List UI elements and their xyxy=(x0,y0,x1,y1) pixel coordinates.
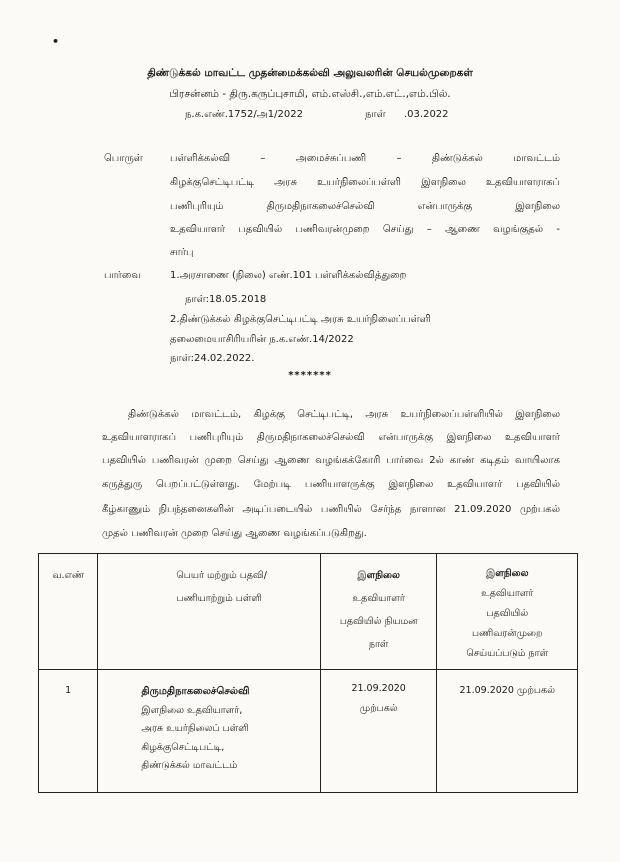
regularisation-table xyxy=(38,553,578,793)
subject-line: உதவியாளர் பதவியில் பணிவரன்முறை செய்து – ஆணை வழங்குதல் - xyxy=(170,224,560,235)
header-reg-line: பணிவரன்முறை xyxy=(472,628,543,639)
row-name-line: அரசு உயர்நிலைப் பள்ளி xyxy=(141,723,249,734)
table-row xyxy=(39,670,578,793)
header-joining-line: நாள் xyxy=(368,639,389,650)
separator: ******* xyxy=(288,370,332,381)
header-reg-line: பதவியில் xyxy=(486,608,529,619)
header-name-line: பெயர் மற்றும் பதவி/ xyxy=(176,570,267,581)
body-line: பதவியில் பணிவரன் முறை செய்து ஆணை வழங்கக்கோரி பார்வை 2ல் காண் கடிதம் வாயிலாக xyxy=(102,455,560,466)
subject-line: சார்பு xyxy=(170,247,194,258)
header-name xyxy=(98,554,320,670)
row-name-line: திண்டுக்கல் மாவட்டம் xyxy=(141,760,238,771)
body-line: கருத்துரு பெறப்பட்டுள்ளது. மேற்படி பணியாளருக்கு இளநிலை உதவியாளர் பதவியில் xyxy=(102,479,560,490)
header-joining-date xyxy=(320,554,437,670)
header-reg-line: உதவியாளர் xyxy=(481,588,534,599)
table-header-row xyxy=(39,554,578,670)
office-title: திண்டுக்கல் மாவட்ட முதன்மைக்கல்வி அலுவலரின் செயல்முறைகள் xyxy=(147,67,473,79)
subject-line: பணிபுரியும் திருமதிநாகலைச்செல்வி என்பாருக்கு இளநிலை xyxy=(170,201,560,212)
row-joining-line: முற்பகல் xyxy=(359,703,398,714)
header-joining-line: இளநிலை xyxy=(357,570,400,581)
date-label: நாள் xyxy=(365,109,386,120)
subject-label: பொருள் xyxy=(104,153,143,164)
reference-line: நாள்:24.02.2022. xyxy=(170,353,255,364)
date-value: .03.2022 xyxy=(404,109,449,120)
body-line: உதவியாளராகப் பணிபுரியும் திருமதிநாகலைச்செல்வி என்பாருக்கு இளநிலை உதவியாளர் xyxy=(102,432,560,443)
reference-number: ந.க.எண்.1752/அ1/2022 xyxy=(185,109,303,120)
header-serial: வ.எண் xyxy=(39,554,98,670)
body-line: கீழ்காணும் நிபந்தனைகளின் அடிப்படையில் பணியில் சேர்ந்த நாளான 21.09.2020 முற்பகல் xyxy=(102,504,560,515)
row-joining-line: 21.09.2020 xyxy=(351,683,406,694)
corner-mark: • xyxy=(52,35,60,48)
reference-line: தலைமையாசிரியரின் ந.க.எண்.14/2022 xyxy=(170,334,354,345)
reference-line: நாள்:18.05.2018 xyxy=(185,294,267,305)
header-joining-line: உதவியாளர் xyxy=(352,593,405,604)
row-name-line: இளநிலை உதவியாளர், xyxy=(141,704,243,716)
header-joining-line: பதவியில் நியமன xyxy=(339,616,418,627)
row-name-line: கிழக்குசெட்டிபட்டி, xyxy=(141,741,225,753)
row-name xyxy=(98,670,320,793)
body-line: திண்டுக்கல் மாவட்டம், கிழக்கு செட்டிபட்டி, அரசு உயர்நிலைப்பள்ளியில் இளநிலை xyxy=(128,409,560,420)
header-reg-line: இளநிலை xyxy=(485,568,529,579)
row-regularisation-date: 21.09.2020 முற்பகல் xyxy=(437,670,578,793)
header-reg-line: செய்யப்படும் நாள் xyxy=(466,648,549,659)
subject-line: கிழக்குசெட்டிபட்டி அரசு உயர்நிலைப்பள்ளி இளநிலை உதவியாளராகப் xyxy=(170,177,560,188)
row-serial: 1 xyxy=(39,670,98,793)
references-label: பார்வை xyxy=(104,270,141,281)
body-line: முதல் பணிவரன் முறை செய்து ஆணை வழங்கப்படுகிறது. xyxy=(102,528,367,539)
header-name-line: பணியாற்றும் பள்ளி xyxy=(176,593,262,604)
subject-line: பள்ளிக்கல்வி – அமைச்சுப்பணி – திண்டுக்கல் மாவட்டம் xyxy=(170,153,560,164)
reference-line: 1.அரசாணை (நிலை) எண்.101 பள்ளிக்கல்வித்துறை xyxy=(170,270,407,281)
row-name-line: திருமதிநாகலைச்செல்வி xyxy=(141,686,250,697)
reference-line: 2.திண்டுக்கல் கிழக்குசெட்டிபட்டி அரசு உயர்நிலைப்பள்ளி xyxy=(170,314,431,325)
row-joining-date xyxy=(320,670,437,793)
header-regularisation-date xyxy=(437,554,578,670)
presence-line: பிரசன்னம் - திரு.கருப்புசாமி, எம்.எஸ்சி.,எம்.எட்.,எம்.பில். xyxy=(169,88,451,100)
